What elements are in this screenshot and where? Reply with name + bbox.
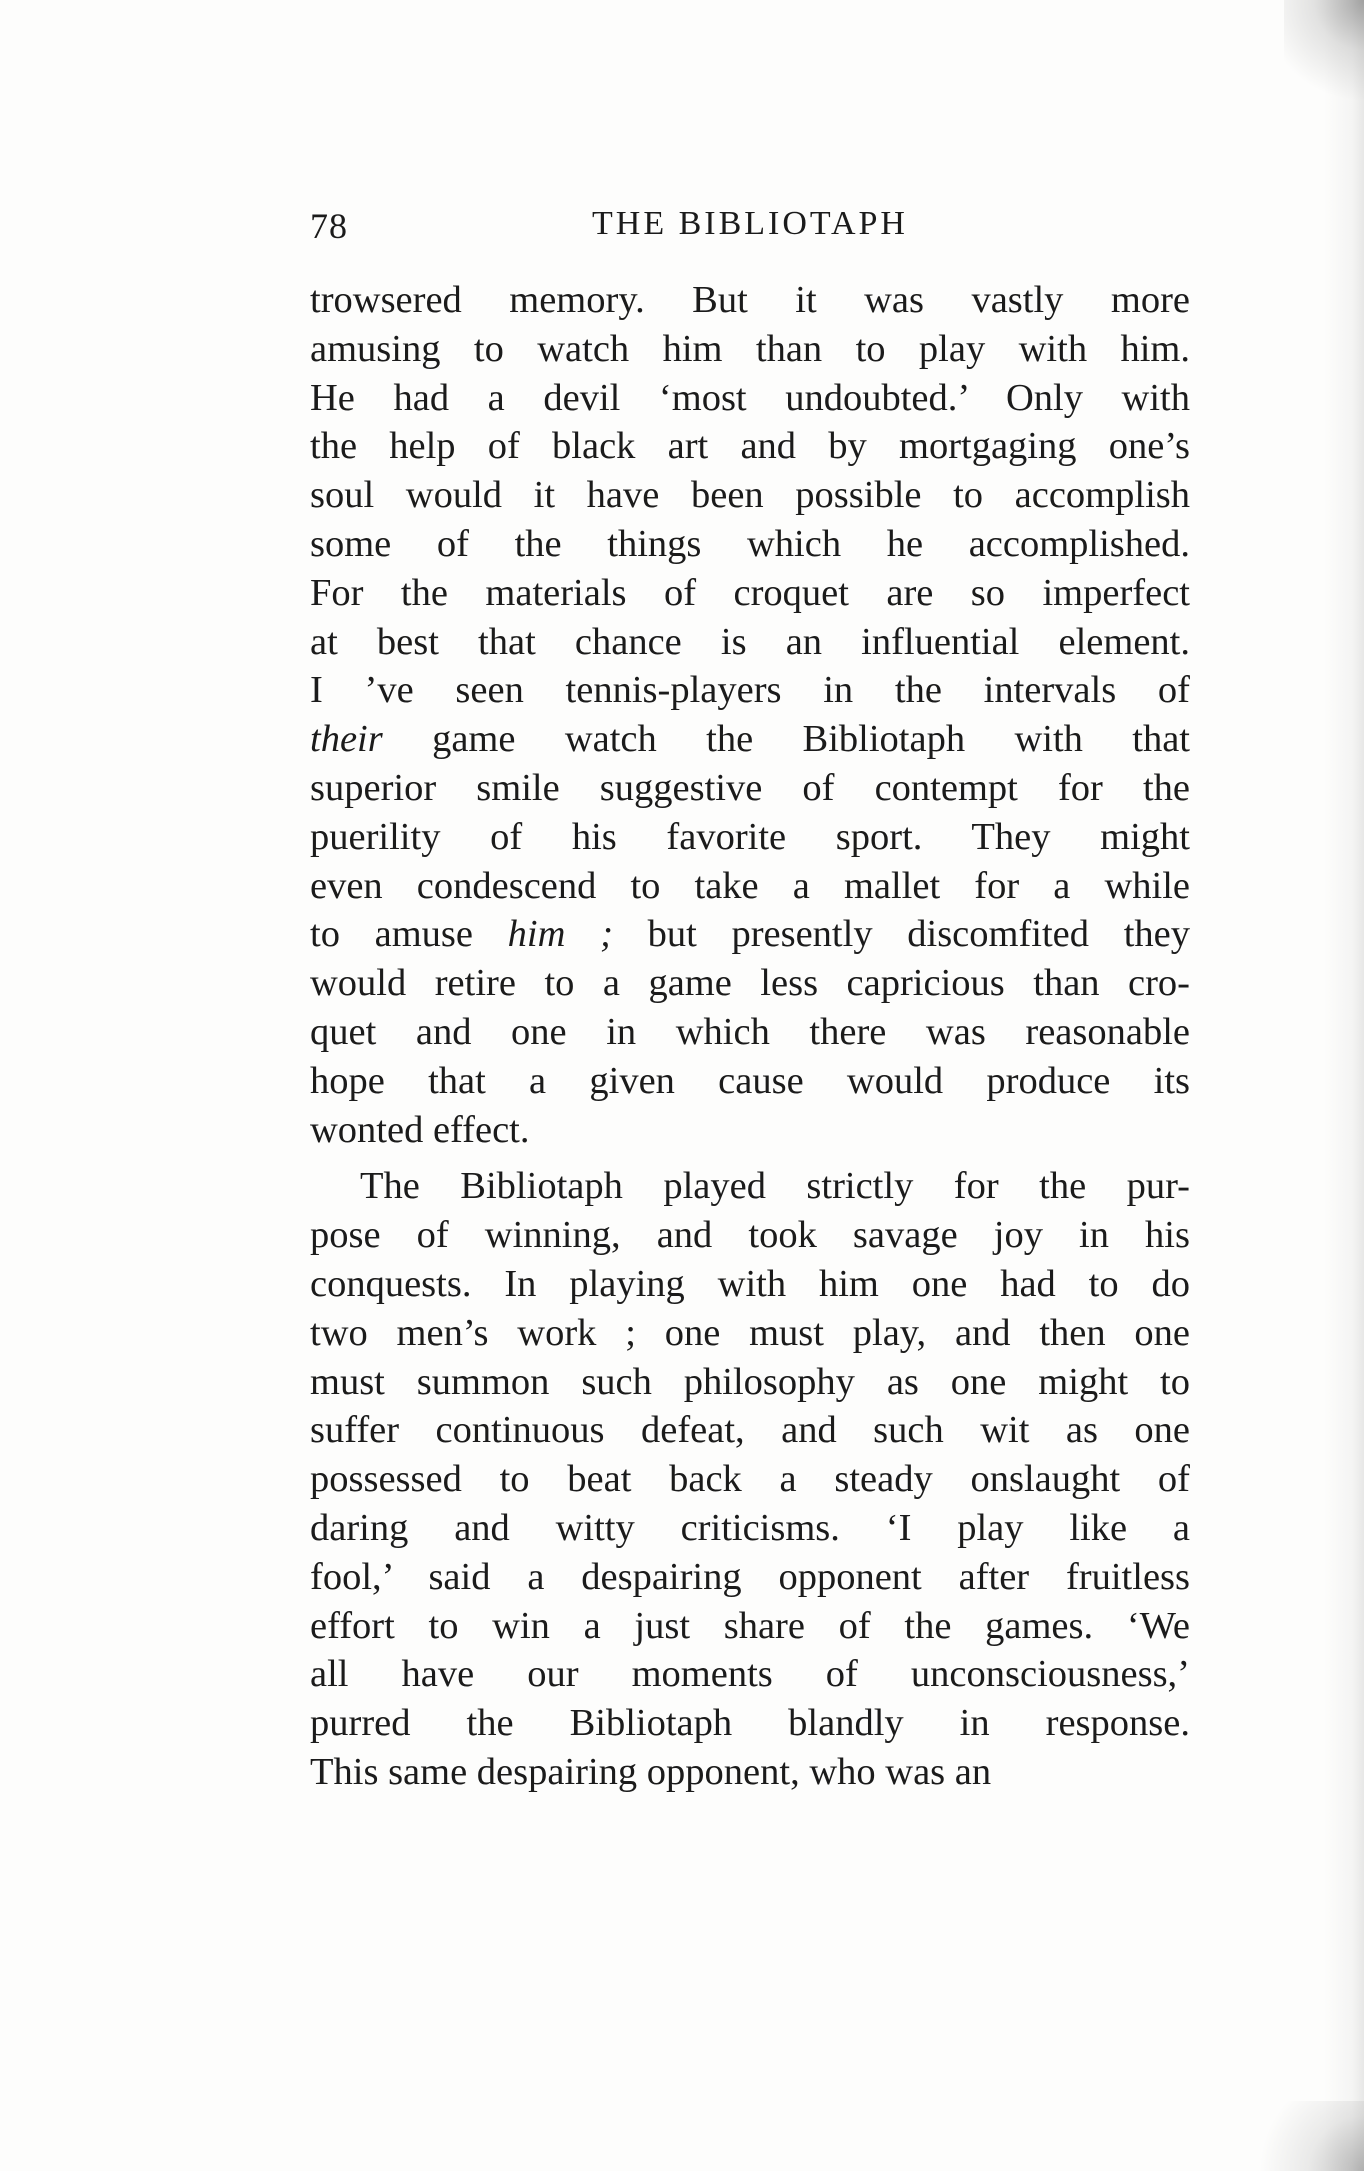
text-run: I ’ve seen tennis-players in the intervals of xyxy=(310,669,1190,712)
paragraph-2 xyxy=(310,1162,1190,1796)
text-run: puerility of his favorite sport. They might xyxy=(310,815,1190,858)
text-run: game watch the Bibliotaph with that xyxy=(382,718,1190,761)
text-run: some of the things which he accomplished. xyxy=(310,522,1190,565)
text-run: to amuse xyxy=(310,913,508,956)
text-line xyxy=(310,422,1190,471)
text-run: amusing to watch him than to play with him. xyxy=(310,327,1190,370)
text-line xyxy=(310,325,1190,374)
page-number: 78 xyxy=(310,206,348,246)
text-line xyxy=(310,959,1190,1008)
text-run: For the materials of croquet are so imperfect xyxy=(310,571,1190,614)
text-run: purred the Bibliotaph blandly in response. xyxy=(310,1702,1190,1745)
text-run: The Bibliotaph played strictly for the pur- xyxy=(360,1165,1190,1208)
text-line xyxy=(310,1260,1190,1309)
text-run: trowsered memory. But it was vastly more xyxy=(310,279,1190,321)
text-run: daring and witty criticisms. ‘I play like a xyxy=(310,1506,1190,1549)
text-line xyxy=(310,715,1190,764)
text-line xyxy=(310,1106,1190,1155)
text-line xyxy=(310,1699,1190,1748)
text-run: wonted effect. xyxy=(310,1108,530,1151)
text-run: would retire to a game less capricious than cro- xyxy=(310,962,1190,1005)
scan-smudge-bottom xyxy=(1244,2101,1364,2171)
text-run: conquests. In playing with him one had to do xyxy=(310,1262,1190,1305)
text-run: at best that chance is an influential element. xyxy=(310,620,1190,663)
text-run: effort to win a just share of the games. ‘We xyxy=(310,1604,1190,1647)
text-line xyxy=(310,1162,1190,1211)
text-run: suffer continuous defeat, and such wit as one xyxy=(310,1409,1190,1452)
text-run: quet and one in which there was reasonable xyxy=(310,1010,1190,1053)
text-line xyxy=(310,1057,1190,1106)
text-run: He had a devil ‘most undoubted.’ Only with xyxy=(310,376,1190,419)
text-line xyxy=(310,520,1190,569)
text-run: even condescend to take a mallet for a while xyxy=(310,864,1190,907)
body-text xyxy=(310,276,1190,1797)
text-line xyxy=(310,1008,1190,1057)
text-line xyxy=(310,764,1190,813)
text-run: pose of winning, and took savage joy in his xyxy=(310,1214,1190,1257)
italic-text: their xyxy=(310,718,383,761)
scan-smudge-top xyxy=(1284,0,1364,120)
italic-text: him ; xyxy=(507,913,613,956)
text-line xyxy=(310,813,1190,862)
text-run: the help of black art and by mortgaging one’s xyxy=(310,425,1190,468)
text-run: hope that a given cause would produce its xyxy=(310,1059,1190,1102)
text-line xyxy=(310,910,1190,959)
text-line xyxy=(310,569,1190,618)
running-header xyxy=(310,205,1190,265)
text-line xyxy=(310,471,1190,520)
text-run: superior smile suggestive of contempt for the xyxy=(310,766,1190,809)
text-line xyxy=(310,1504,1190,1553)
text-run: all have our moments of unconsciousness,’ xyxy=(310,1653,1190,1696)
text-line xyxy=(310,1406,1190,1455)
text-run: soul would it have been possible to accomplish xyxy=(310,474,1190,517)
text-line xyxy=(310,618,1190,667)
text-line xyxy=(310,1748,1190,1797)
paragraph-1 xyxy=(310,276,1190,1154)
text-line xyxy=(310,1309,1190,1358)
text-run: but presently discomfited they xyxy=(612,913,1190,956)
running-title: THE BIBLIOTAPH xyxy=(592,205,908,242)
text-line xyxy=(310,374,1190,423)
text-run: fool,’ said a despairing opponent after fruitless xyxy=(310,1555,1190,1598)
text-line xyxy=(310,666,1190,715)
text-line xyxy=(310,1455,1190,1504)
text-line xyxy=(310,1602,1190,1651)
text-line xyxy=(310,1553,1190,1602)
text-line xyxy=(310,1211,1190,1260)
text-line xyxy=(310,1650,1190,1699)
page-edge-shadow xyxy=(1324,0,1364,2171)
text-run: must summon such philosophy as one might to xyxy=(310,1360,1190,1403)
text-line xyxy=(310,276,1190,325)
text-line xyxy=(310,1358,1190,1407)
text-run: possessed to beat back a steady onslaught of xyxy=(310,1458,1190,1501)
text-line xyxy=(310,862,1190,911)
text-run: This same despairing opponent, who was an xyxy=(310,1750,992,1793)
text-run: two men’s work ; one must play, and then one xyxy=(310,1311,1190,1354)
